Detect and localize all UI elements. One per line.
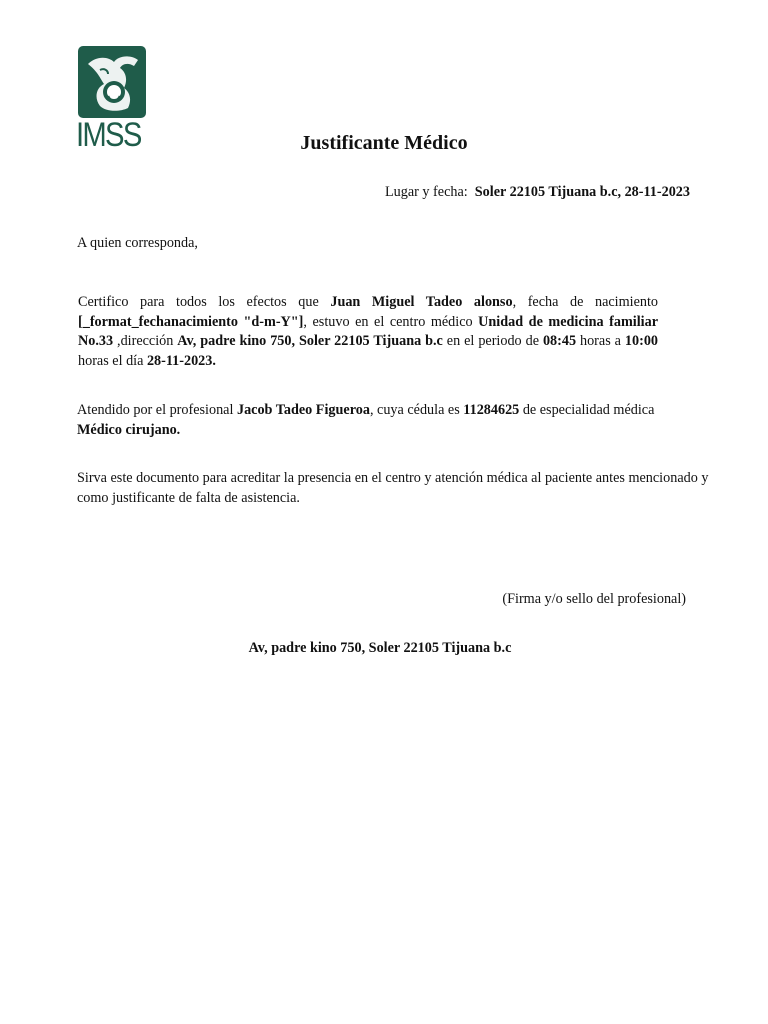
document-title: Justificante Médico [300,132,468,154]
place-date-line [385,183,690,203]
visit-date: 28-11-2023. [146,352,216,369]
imss-emblem-icon [78,46,146,118]
place-date-value: Soler 22105 Tijuana b.c, 28-11-2023 [474,184,690,200]
signature-line: (Firma y/o sello del profesional) [502,591,686,607]
specialty: Médico cirujano. [77,421,181,438]
end-time: 10:00 [624,333,659,349]
attended-paragraph: Atendido por el profesional Jacob Tadeo Figueroa, cuya cédula es 11284625 de especialidad médica Médico cirujano. [77,402,655,438]
purpose-paragraph: Sirva este documento para acreditar la presencia en el centro y atención médica al paciente antes mencionado y como justificante de falta de asistencia. [77,470,709,506]
patient-name: Juan Miguel Tadeo alonso [330,294,513,310]
birthdate: [_format_fechanacimiento "d-m-Y"] [78,313,304,330]
certificate-paragraph: Certifico para todos los efectos que Juan Miguel Tadeo alonso, fecha de nacimiento [_format_fechanacimiento "d-m-Y"], estuvo en el centro médico Unidad de medicina familiar No.33 ,dirección Av, padre kino 750, Soler 22105 Tijuana b.c en el periodo de 08:45 horas a 10:00 horas el día 28-11-2023. [78,294,659,369]
license-number: 11284625 [463,402,520,418]
place-date-label: Lugar y fecha: [384,184,468,200]
logo-wordmark: IMSS [76,116,141,154]
greeting: A quien corresponda, [77,235,198,251]
center-address: Av, padre kino 750, Soler 22105 Tijuana b.c [177,333,443,349]
doctor-name: Jacob Tadeo Figueroa [236,402,370,418]
medical-center: Unidad de medicina familiar No.33 [78,313,658,349]
footer-address: Av, padre kino 750, Soler 22105 Tijuana b.c [248,640,512,656]
start-time: 08:45 [542,333,577,349]
